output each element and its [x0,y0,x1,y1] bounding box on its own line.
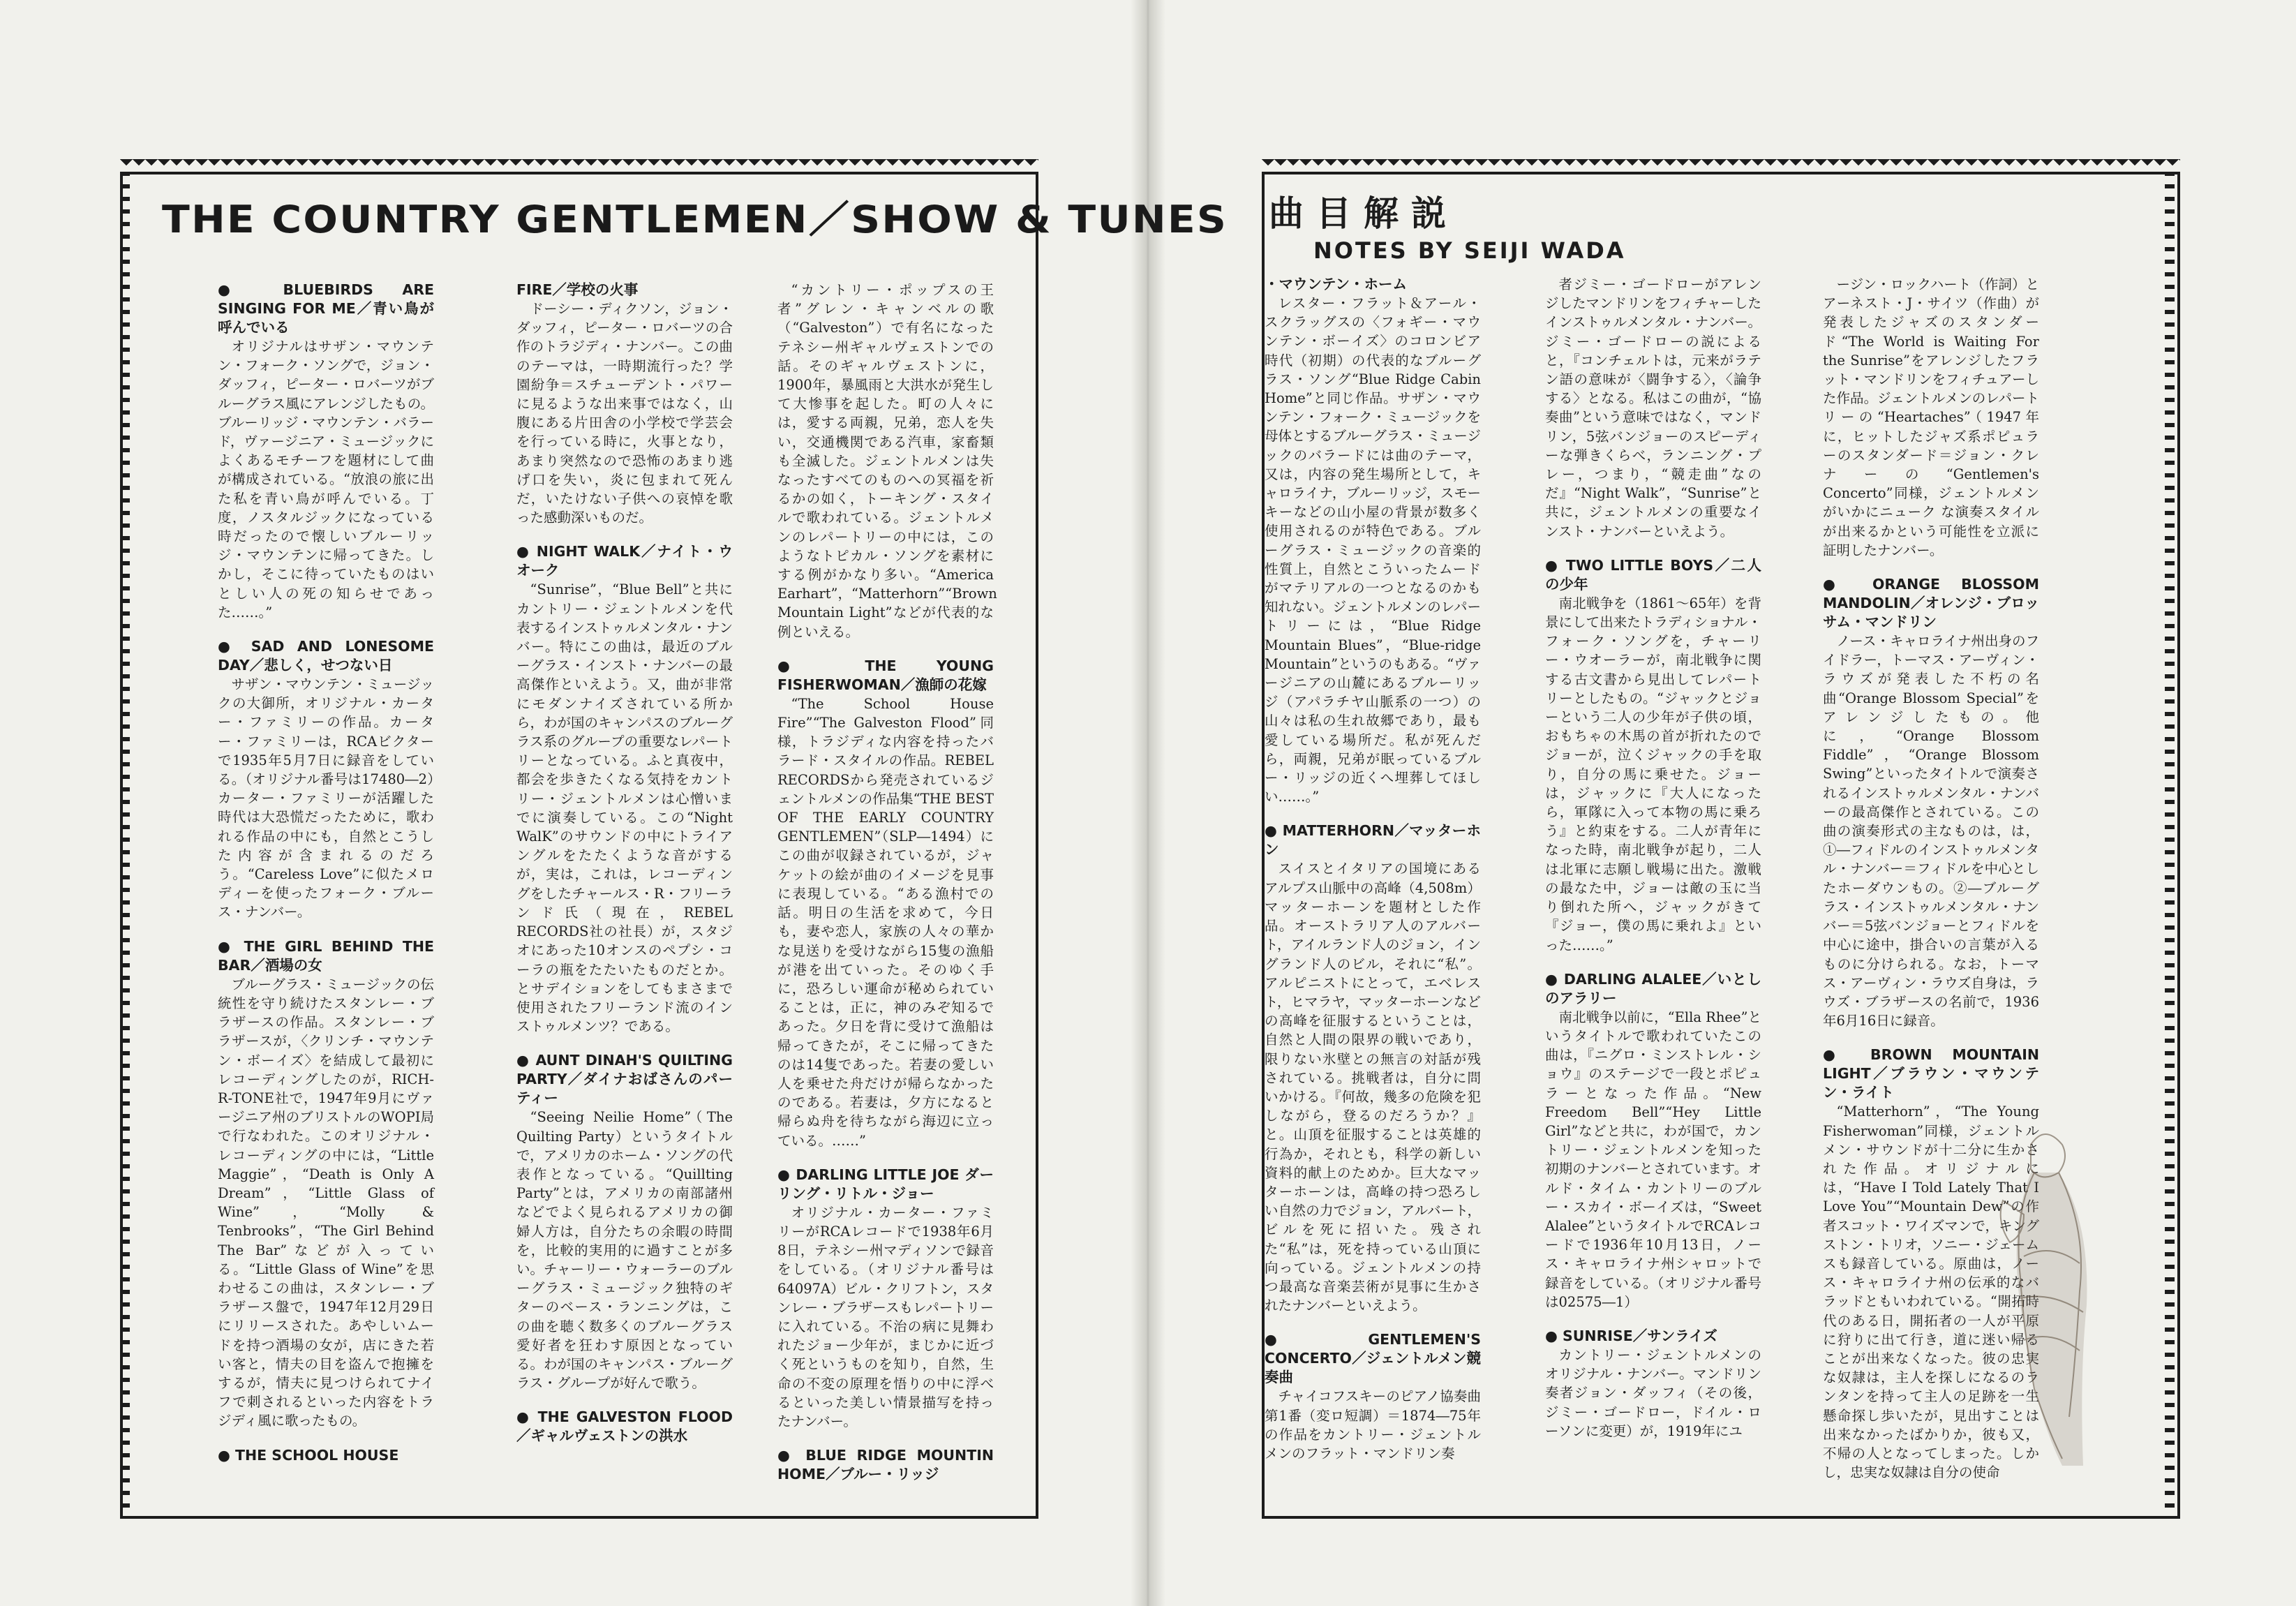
left-column-3 [777,281,997,1484]
section-body-text: スイスとイタリアの国境にあるアルプス山脈中の高峰（4,508m）マッターホーンを題材とした作品。オーストラリア人のアルバート，アイルランド人のジョン，イングランド人のビル，それに“私”。アルピニストにとって，エベレスト，ヒマラヤ，マッターホーンなどの高峰を征服するということは，自然と人間の限界の戦いであり，限りない氷壁との無言の対話が残されている。挑戦者は，自分に問いかける。『何故，幾多の危険を犯しながら，登るのだろうか？』と。山頂を征服することは英雄的行為か，それとも，科学の新しい資料的献上のためか。巨大なマッターホーンは，高峰の持つ恐ろしい自然の力でジョン，アルバート，ビルを死に招いた。残された“私”は，死を持っている山頂に向っている。ジェントルメンの持つ最高な音楽芸術が見事に生かされたナンバーといえよう。 [1265,861,1481,1314]
section-heading: ● BLUEBIRDS ARE SINGING FOR ME／青い鳥が呼んでいる [218,281,434,336]
section-heading: ● SAD AND LONESOME DAY／悲しく，せつない日 [218,638,434,674]
section-body-text: 南北戦争以前に，“Ella Rhee”というタイトルで歌われていたこの曲は，『ニグロ・ミンストレル・ショウ』のステージで一段とポピュラーとなった作品。“New Freedom Bell”“Hey Little Girl”などと共に，わが国で，カントリー・ジェントルメンを知った初期のナンバーとされています。オルド・タイム・カントリーのブルー・スカイ・ボーイズは，“Sweet Alalee”というタイトルでRCAレコードで1936年10月13日，ノース・キャロライナ州シャロットで録音をしている。（オリジナル番号は02575―1） [1545,1009,1761,1310]
section-body-text: サザン・マウンテン・ミュージックの大御所，オリジナル・カーター・ファミリーの作品。カーター・ファミリーは，RCAビクターで1935年5月7日に録音をしている。（オリジナル番号は17480―2）カーター・ファミリーが活躍した時代は大恐慌だったために，歌われる作品の中にも，自然とこうした内容が含まれるのだろう。“Careless Love”に似たメロディーを使ったフォーク・ブルース・ナンバー。 [218,676,434,921]
section-body-text: “Matterhorn”，“The Young Fisherwoman”同様，ジェントルメン・サウンドが十二分に生かされた作品。オリジナルには，“Have I Told Lately That I Love You”“Mountain Dew”の作者スコット・ワイズマンで，キングストン・トリオ，ソニー・ジェームスも録音している。原曲は，ノース・キャロライナ州の伝承的なバラッドともいわれている。“開拓時代のある日，開拓者の一人が平原に狩りに出て行き，道に迷い帰ることが出来なくなった。彼の忠実な奴隷は，主人を探しになるのランタンを持って主人の足跡を一生懸命探し歩いたが，見出すことは出来なかったばかりか，彼も又，不帰の人となってしまった。しかし，忠実な奴隷は自分の使命 [1823,1103,2039,1481]
section-heading: ● BROWN MOUNTAIN LIGHT／ブラウン・マウンテン・ライト [1823,1046,2039,1101]
left-column-2 [516,281,733,1445]
section-heading: ● MATTERHORN／マッターホン [1265,822,1481,858]
section-body-text: レスター・フラット＆アール・スクラッグスの〈フォギー・マウンテン・ボーイズ〉のコロンビア時代（初期）の代表的なブルーグラス・ソング“Blue Ridge Cabin Home”と同じ作品。サザン・マウンテン・フォーク・ミュージックを母体とするブルーグラス・ミュージックのバラードには曲のテーマ，又は，内容の発生場所として，キャロライナ，ブルーリッジ，スモーキーなどの山小屋の背景が数多く使用されるのが特色である。ブルーグラス・ミュージックの音楽的性質上，自然とこういったムードがマテリアルの一つとなるのかも知れない。ジェントルメンのレパートリーには，“Blue Ridge Mountain Blues”，“Blue-ridge Mountain”というのもある。“ヴァージニアの山麓にあるブルーリッジ（アパラチヤ山脈系の一つ）の山々は私の生れ故郷であり，最も愛している場所だ。私が死んだら，両親，兄弟が眠っているブルー・リッジの近くへ埋葬してほしい……。” [1265,295,1481,805]
left-column-1 [218,281,434,1465]
section-heading: ● DARLING ALALEE／いとしのアラリー [1545,970,1761,1006]
lantern-figure-illustration [1982,1117,2108,1480]
section-body-text: ージン・ロックハート（作詞）とアーネスト・J・サイツ（作曲）が発表したジャズのスタンダード“The World is Waiting For the Sunrise”をアレンジしたフラット・マンドリンをフィチュアーした作品。ジェントルメンのレパートリーの“Heartaches”（1947年に，ヒットしたジャズ系ポピュラーのスタンダード＝ジョン・クレナーの“Gentlemen's Concerto”同様，ジェントルメンがいかにニューク な演奏スタイルが出来るかという可能性を立派に証明したナンバー。 [1823,276,2039,558]
section-body-text: 者ジミー・ゴードローがアレンジしたマンドリンをフィチャーしたインストゥルメンタル・ナンバー。ジミー・ゴードローの説によると，『コンチェルトは，元来がラテン語の意味が〈闘争する〉，〈論争する〉となる。私はこの曲が，“協奏曲”という意味ではなく，マンドリン，5弦バンジョーのスピーディーな弾きくらべ，ランニング・プレー，つまり，“競走曲”なのだ』“Night Walk”，“Sunrise”と共に，ジェントルメンの重要なインスト・ナンバーといえよう。 [1545,276,1761,540]
section-body-text: カントリー・ジェントルメンのオリジナル・ナンバー。マンドリン奏者ジョン・ダッフィ（その後，ジミー・ゴードロー，ドイル・ローソンに変更）が，1919年にユ [1545,1346,1761,1439]
section-heading: ● THE GALVESTON FLOOD／ギャルヴェストンの洪水 [516,1408,733,1445]
section-heading: ● THE SCHOOL HOUSE [218,1446,399,1464]
right-column-2 [1545,275,1761,1442]
section-heading-continued: FIRE／学校の火事 [516,281,639,298]
section-heading: ● TWO LITTLE BOYS／二人の少年 [1545,556,1761,593]
section-heading: ● AUNT DINAH'S QUILTING PARTY／ダイナおばさんのパーティー [516,1052,733,1107]
right-page-subtitle: NOTES BY SEIJI WADA [1313,237,1626,264]
section-heading: ● THE GIRL BEHIND THE BAR／酒場の女 [218,937,434,974]
right-page-title: 曲目解説 [1269,193,1459,234]
section-heading-continued: ・マウンテン・ホーム [1265,276,1407,292]
section-body-text: ドーシー・ディクソン，ジョン・ダッフィ，ピーター・ロバーツの合作のトラジディ・ナンバー。この曲のテーマは，一時期流行った？学園紛争＝スチューデント・パワーに見るような出来事ではなく，山腹にある片田舎の小学校で学芸会を行っている時に，火事となり，あまり突然なので恐怖のあまり逃げ口を失い，炎に包まれて死んだ，いたけない子供への哀悼を歌った感動深いものだ。 [516,301,733,526]
section-heading: ● THE YOUNG FISHERWOMAN／漁師の花嫁 [777,657,994,693]
section-body-text: チャイコフスキーのピアノ協奏曲第1番（変ロ短調）＝1874―75年の作品をカントリー・ジェントルメンのフラット・マンドリン奏 [1265,1388,1481,1462]
section-body-text: “The School House Fire”“The Galveston Flood”同様，トラジディな内容を持ったバラード・スタイルの作品。REBEL RECORDSから発売されているジェントルメンの作品集“THE BEST OF THE EARLY COUNTRY GENTLEMEN”（SLP―1494）にこの曲が収録されているが，ジャケットの絵が曲のイメージを見事に表現している。“ある漁村での話。明日の生活を求めて，今日も，妻や恋人，家族の人々の華かな見送りを受けながら15隻の漁船が港を出ていった。そのゆく手に，恐ろしい運命が秘められていることは，正に，神のみぞ知るであった。夕日を背に受けて漁船は帰ってきたが，そこに帰ってきたのは14隻であった。若妻の愛しい人を乗せた舟だけが帰らなかったのである。若妻は，夕方になると帰らぬ舟を待ちながら海辺に立っている。……” [777,695,994,1149]
section-body-text: “Sunrise”，“Blue Bell”と共にカントリー・ジェントルメンを代表するインストゥルメンタル・ナンバー。特にこの曲は，最近のブルーグラス・インスト・ナンバーの最高傑作といえよう。又，曲が非常にモダンナイズされている所から，わが国のキャンパスのブルーグラス系のグループの重要なレパートリーとなっている。ふと真夜中，都会を歩きたくなる気持をカントリー・ジェントルメンは心憎いまでに演奏している。この“Night WalK”のサウンドの中にトライアングルをたたくような音がするが，実は，これは，レコーディングをしたチャールス・R・フリーランド氏（現在，REBEL RECORDS社の社長）が，スタジオにあった10オンスのペプシ・コーラの瓶をたたいたものだとか。とサデイションをしてもまさまで使用されたフリーランド流のインストゥルメンツ？である。 [516,581,733,1035]
section-heading: ● GENTLEMEN'S CONCERTO／ジェントルメン競奏曲 [1265,1331,1481,1386]
section-body-text: “Seeing Neilie Home”（The Quilting Party）というタイトルで，アメリカのホーム・ソングの代表作となっている。“Quillting Party”とは，アメリカの南部諸州などでよく見られるアメリカの御婦人方は，自分たちの余暇の時間を，比較的実用的に過すことが多い。チャーリー・ウォーラーのブルーグラス・ミュージック独特のギターのベース・ランニングは，この曲を聴く数多くのブルーグラス愛好者を狂わす原因となっている。わが国のキャンパス・ブルーグラス・グループが好んで歌う。 [516,1109,733,1392]
section-heading: ● BLUE RIDGE MOUNTIN HOME／ブルー・リッジ [777,1447,994,1483]
section-body-text: ブルーグラス・ミュージックの伝統性を守り続けたスタンレー・ブラザースの作品。スタンレー・ブラザースが，〈クリンチ・マウンテン・ボーイズ〉を結成して最初にレコーディングしたのが，RICH-R-TONE社で，1947年9月にヴァージニア州のブリストルのWOPI局で行なわれた。このオリジナル・レコーディングの中には，“Little Maggie”，“Death is Only A Dream”，“Little Glass of Wine”，“Molly & Tenbrooks”，“The Girl Behind The Bar”などが入っている。“Little Glass of Wine”を思わせるこの曲は，スタンレー・ブラザース盤で，1947年12月29日にリリースされた。あやしいムードを持つ酒場の女が，店にきた若い客と，情夫の目を盗んで抱擁をするが，情夫に見つけられてナイフで刺されるといった内容をトラジディ風に歌ったもの。 [218,976,434,1429]
section-body-text: 南北戦争を（1861～65年）を背景にして出来たトラディショナル・フォーク・ソングを，チャーリー・ウオーラーが，南北戦争に関する古文書から見出してレパートリーとしたもの。“ジャックとジョーという二人の少年が子供の頃，おもちゃの木馬の首が折れたのでジョーが，泣くジャックの手を取り，自分の馬に乗せた。ジョーは，ジャックに『大人になったら，軍隊に入って本物の馬に乗ろう』と約束をする。二人が青年になった時，南北戦争が起り，二人は北軍に志願し戦場に出た。激戦の最なた中，ジョーは敵の玉に当り倒れた所へ，ジャックがきて『ジョー，僕の馬に乗れよ』といった……。” [1545,595,1761,953]
section-heading: ● SUNRISE／サンライズ [1545,1327,1717,1344]
left-page-title: THE COUNTRY GENTLEMEN／SHOW & TUNES [162,198,1228,241]
right-column-1 [1265,275,1481,1464]
section-heading: ● NIGHT WALK／ナイト・ウオーク [516,543,733,579]
section-heading: ● DARLING LITTLE JOE ダーリング・リトル・ジョー [777,1166,994,1202]
left-zigzag-border [120,159,1038,172]
section-body-text: オリジナル・カーター・ファミリーがRCAレコードで1938年6月8日，テネシー州マディソンで録音をしている。（オリジナル番号は64097A）ビル・クリフトン，スタンレー・ブラザースもレパートリーに入れている。不治の病に見舞われたジョー少年が，まじかに近づく死というものを知り，自然，生命の不変の原理を悟りの中に浮べるといった美しい情景描写を持ったナンバー。 [777,1204,994,1429]
right-zigzag-border [1262,159,2180,172]
section-body-text: ノース・キャロライナ州出身のフイドラー，トーマス・アーヴィン・ラウズが発表した不朽の名曲“Orange Blossom Special”をアレンジしたもの。他に，“Orange Blossom Fiddle”，“Orange Blossom Swing”といったタイトルで演奏されるインストゥルメンタル・ナンバーの最高傑作とされている。この曲の演奏形式の主なものは，は，①―フィドルのインストゥルメンタル・ナンバー＝フィドルを中心としたホーダウンもの。②―ブルーグラス・インストゥルメンタル・ナンバー＝5弦バンジョーとフィドルを中心に途中，掛合いの言葉が入るものに分けられる。なお，トーマス・アーヴィン・ラウズ自身は，ラウズ・ブラザースの名前で，1936年6月16日に録音。 [1823,633,2039,1029]
right-frame-dashes [2165,172,2175,1513]
left-frame-dashes [120,172,130,1513]
section-body-text: オリジナルはサザン・マウンテン・フォーク・ソングで，ジョン・ダッフィ，ピーター・ロバーツがブルーグラス風にアレンジしたもの。ブルーリッジ・マウンテン・バラード，ヴァージニア・ミュージックによくあるモチーフを題材にして曲が構成されている。“放浪の旅に出た私を青い鳥が呼んでいる。丁度，ノスタルジックになっている時だったので懐しいブルーリッジ・マウンテンに帰ってきた。しかし，そこに待っていたものはいとしい人の死の知らせであった……。” [218,339,434,620]
section-heading: ● ORANGE BLOSSOM MANDOLIN／オレンジ・ブロッサム・マンドリン [1823,576,2039,631]
section-body-text: “カントリー・ポップスの王者”グレン・キャンベルの歌（“Galveston”）で有名になったテネシー州ギャルヴェストンでの話。そのギャルヴェストンに，1900年，暴風雨と大洪水が発生して大惨事を起した。町の人々には，愛する両親，兄弟，恋人を失い，交通機関である汽車，家畜類も全滅した。ジェントルメンは失なったすべてのものへの冥福を祈るかの如く，トーキング・スタイルで歌われている。ジェントルメンのレパートリーの中には，このようなトピカル・ソングを素材にする例がかなり多い。“America Earhart”，“Matterhorn”“Brown Mountain Light”などが代表的な例といえる。 [777,282,997,640]
